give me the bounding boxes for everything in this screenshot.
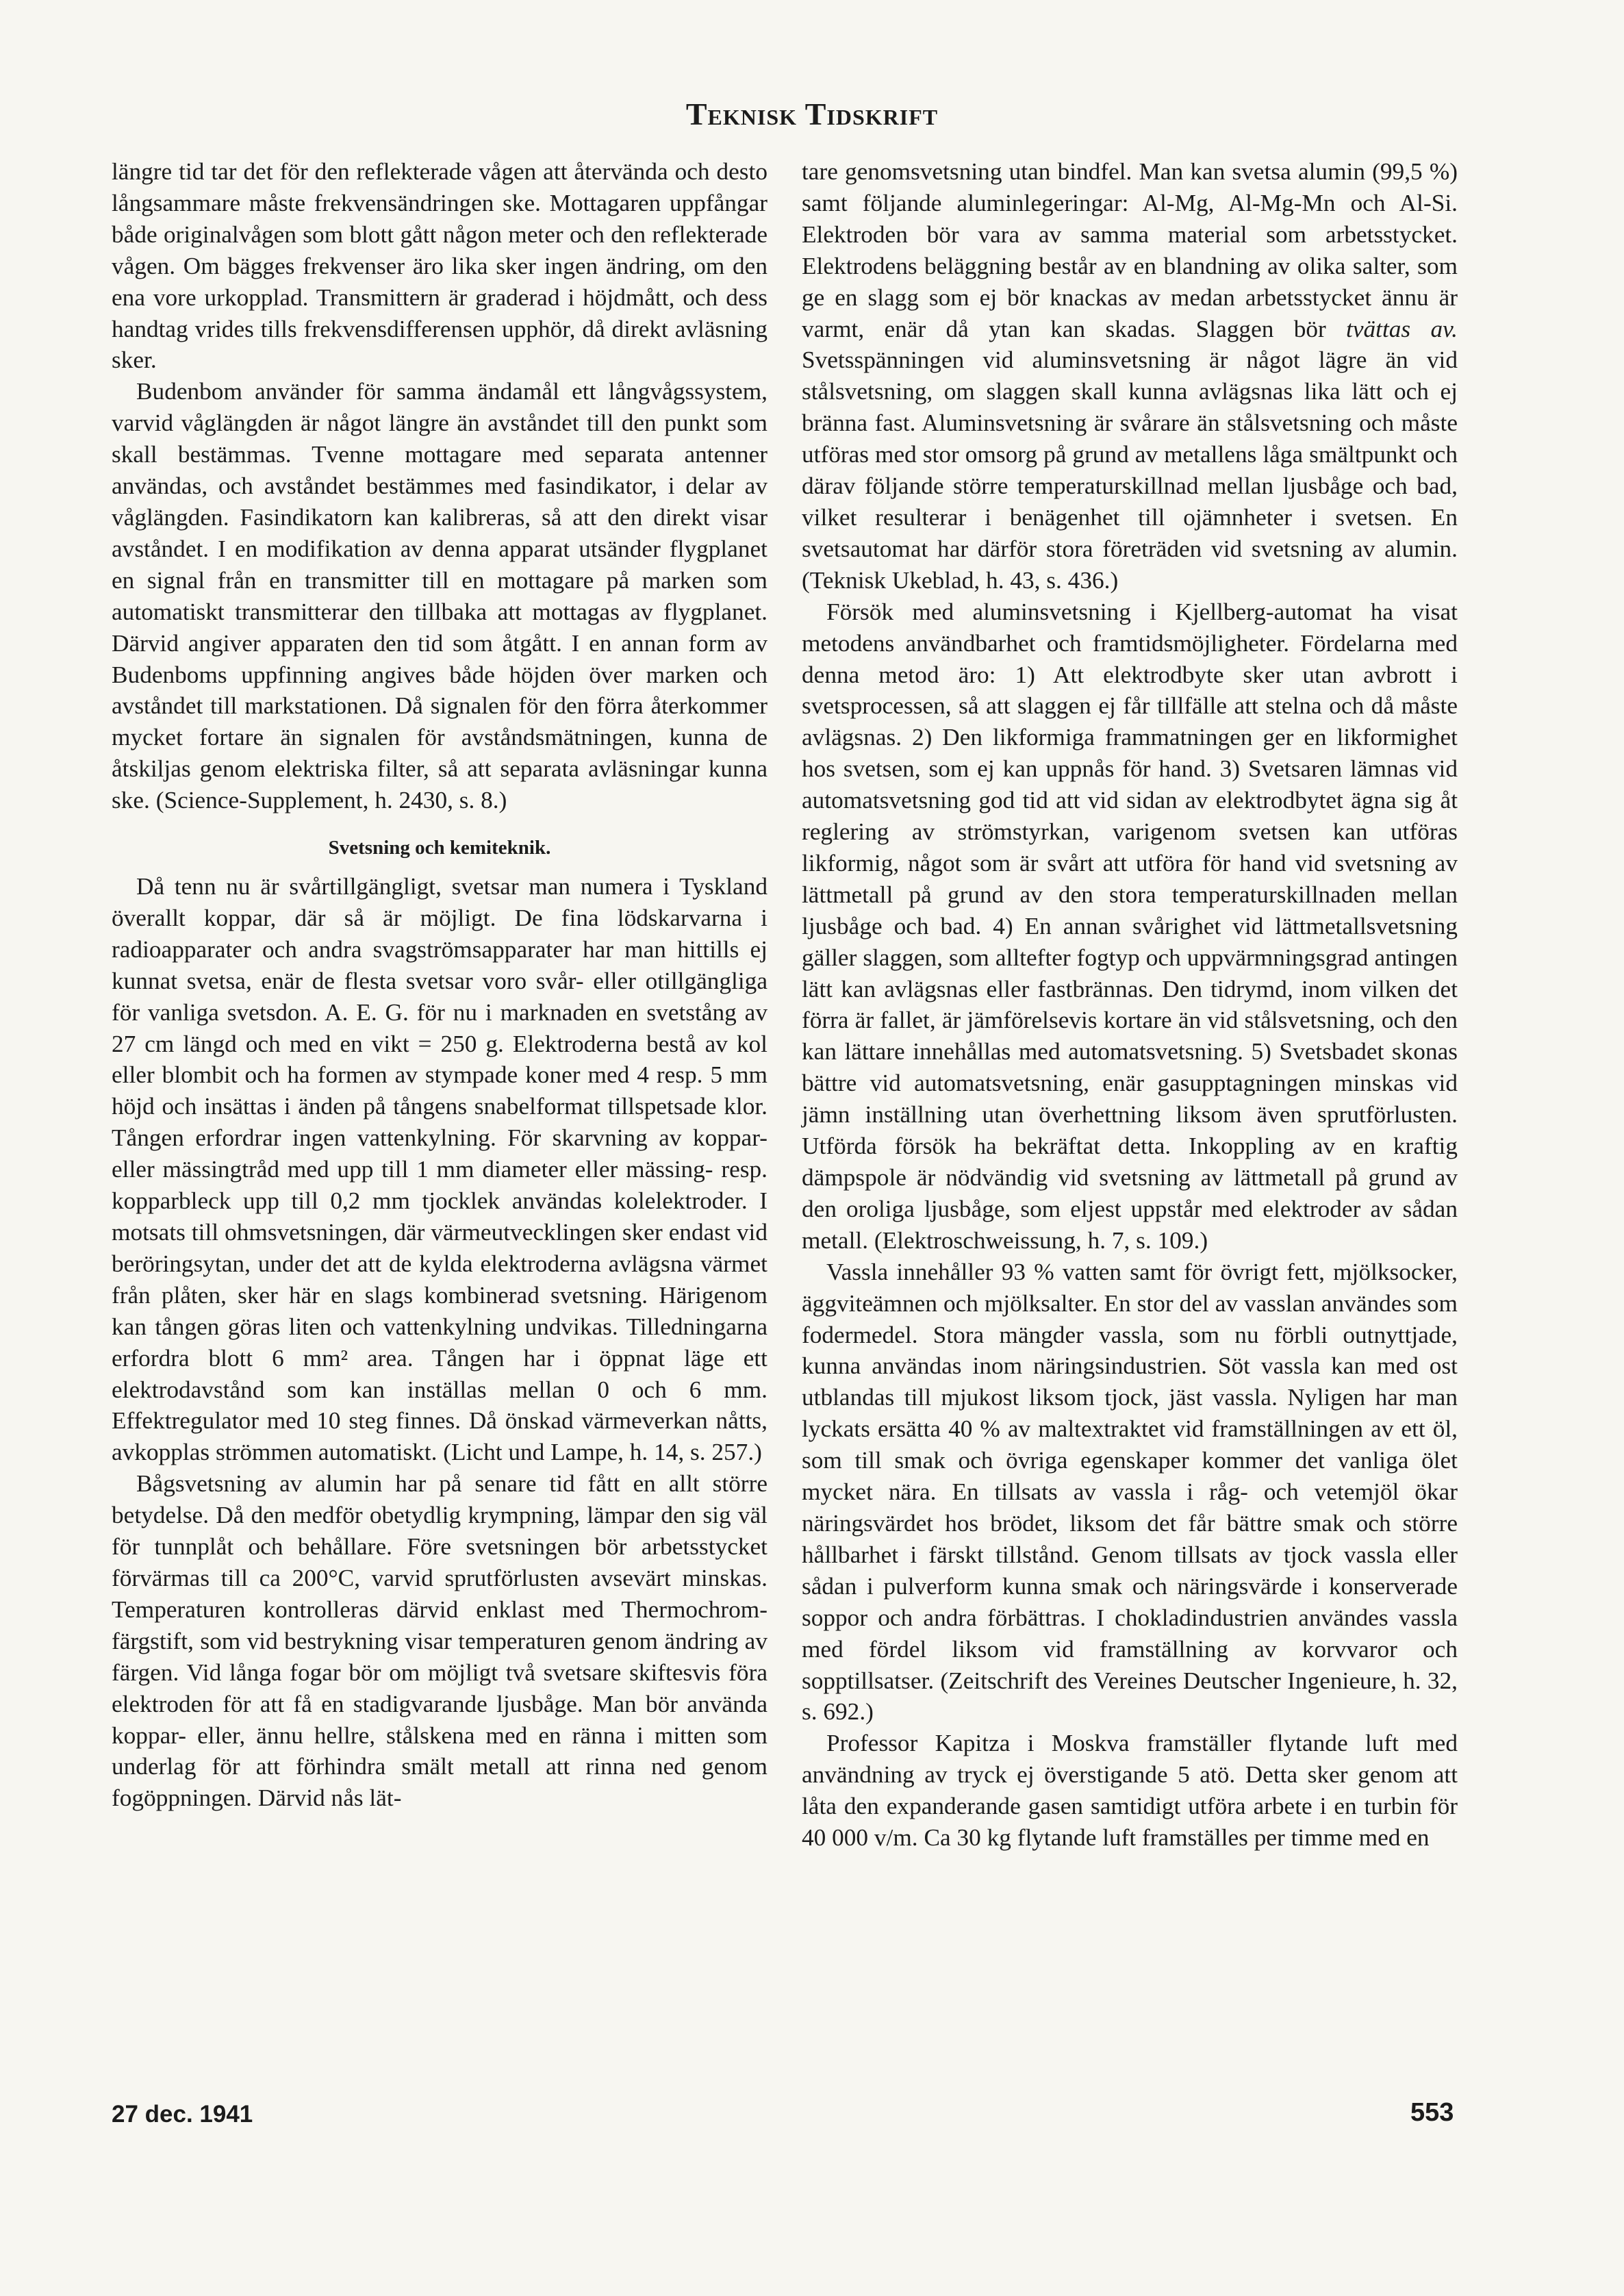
paragraph-kapitza: Professor Kapitza i Moskva framställer flytande luft med användning av tryck ej överstigande 5 atö. Detta sker genom att låta den expanderande gasen samtidigt utföra arbete i en turbin för 40 000 v/m. Ca 30 kg flytande luft framställes per timme med en bbox=[802, 1730, 1458, 1852]
issue-date: 27 dec. 1941 bbox=[112, 2101, 253, 2128]
paragraph-copper-welding: Då tenn nu är svårtillgängligt, svetsar man numera i Tyskland överallt koppar, där så är möjligt. De fina lödskarvarna i radioapparater och andra svagströmsapparater har man hittills ej kunnat svetsa, enär de flesta svetsar voro svår- eller otillgängliga för vanliga svetsdon. A. E. G. för nu i marknaden en svetstång av 27 cm längd och med en vikt = 250 g. Elektroderna bestå av kol eller blombit och ha formen av stympade koner med 4 resp. 5 mm höjd och insättas i änden på tångens snabelformat tillspetsade klor. Tången erfordrar ingen vattenkylning. För skarvning av koppar- eller mässingtråd med upp till 1 mm diameter eller mässing- resp. kopparbleck upp till 0,2 mm tjocklek användas kolelektroder. I motsats till ohmsvetsningen, där värmeutvecklingen sker endast vid beröringsytan, under det att de kylda elektroderna avlägsna värmet från plåten, sker här en slags kombinerad svetsning. Härigenom kan tången göras liten och vattenkylning undvikas. Tilledningarna erfordra blott 6 mm² area. Tången har i öppnat läge ett elektrodavstånd som kan inställas mellan 0 och 6 mm. Effektregulator med 10 steg finnes. Då önskad värmeverkan nåtts, avkopplas strömmen automatiskt. (Licht und Lampe, h. 14, s. 257.) bbox=[112, 873, 767, 1466]
text-segment: tare genomsvetsning utan bindfel. Man kan svetsa alumin (99,5 %) samt följande aluminlegeringar: Al-Mg, Al-Mg-Mn och Al-Si. Elektroden bör vara av samma material som arbetsstycket. Elektrodens beläggning består av en blandning av olika salter, som ge en slagg som ej bör knackas av medan arbetsstycket ännu är varmt, enär då ytan kan skadas. Slaggen bör bbox=[802, 158, 1458, 342]
journal-title: Teknisk Tidskrift bbox=[685, 97, 939, 131]
paragraph-whey: Vassla innehåller 93 % vatten samt för övrigt fett, mjölksocker, äggviteämnen och mjölksalter. En stor del av vasslan användes som fodermedel. Stora mängder vassla, som nu förbli outnyttjade, kunna användas inom näringsindustrien. Söt vassla kan med ost utblandas till mjukost liksom tjock, jäst vassla. Nyligen har man lyckats ersätta 40 % av maltextraktet vid framställningen av ett öl, som till smak och övriga egenskaper kommer det vanliga ölet mycket nära. En tillsats av vassla i råg- och vetemjöl ökar näringsvärdet hos brödet, liksom det får bättre smak och större hållbarhet i färskt tillstånd. Genom tillsats av tjock vassla eller sådan i pulverform kunna smak och näringsvärde i konserverade soppor och andra förbättras. I chokladindustrien användes vassla med fördel liksom vid framställning av korvvaror och sopptillsatser. (Zeitschrift des Vereines Deutscher Ingenieure, h. 32, s. 692.) bbox=[802, 1258, 1458, 1726]
italic-phrase: tvättas av. bbox=[1346, 315, 1458, 342]
text-segment: Svetsspänningen vid aluminsvetsning är något lägre än vid stålsvetsning, om slaggen skall kunna avlägsnas lika lätt och ej bränna fast. Aluminsvetsning är svårare än stålsvetsning och måste utföras med stor omsorg på grund av metallens låga smältpunkt och därav följande större temperaturskillnad mellan ljusbåge och bad, vilket resulterar i benägenhet till ojämnheter i svetsen. En svetsautomat har därför stora företräden vid svetsning av alumin. (Teknisk Ukeblad, h. 43, s. 436.) bbox=[802, 346, 1458, 594]
section-heading: Svetsning och kemiteknik. bbox=[328, 837, 551, 859]
right-column bbox=[802, 156, 1458, 1854]
paragraph-arc-welding-alumin: Bågsvetsning av alumin har på senare tid fått en allt större betydelse. Då den medför obetydlig krympning, lämpar den sig väl för tunnplåt och behållare. Före svetsningen bör arbetsstycket förvärmas till ca 200°C, varvid sprutförlusten avsevärt minskas. Temperaturen kontrolleras därvid enklast med Thermochrom-färgstift, som vid bestrykning visar temperaturen genom ändring av färgen. Vid långa fogar bör om möjligt två svetsare skiftesvis föra elektroden för att få en stadigvarande ljusbåge. Man bör använda koppar- eller, ännu hellre, stålskena med en ränna i mitten som underlag för att förhindra smält metall att rinna ned genom fogöppningen. Därvid nås lät- bbox=[112, 1470, 767, 1812]
left-column bbox=[112, 156, 767, 1814]
paragraph-kjellberg-automat: Försök med aluminsvetsning i Kjellberg-automat ha visat metodens användbarhet och framtidsmöjligheter. Fördelarna med denna metod äro: 1) Att elektrodbyte sker utan avbrott i svetsprocessen, så att slaggen ej får tillfälle att stelna och då måste avlägsnas. 2) Den likformiga frammatningen ger en likformighet hos svetsen, som ej kan uppnås för hand. 3) Svetsaren lämnas vid automatsvetsning god tid att vid sidan av elektrodbytet ägna sig åt reglering av strömstyrkan, varigenom svetsen kan utföras likformig, något som är svårt att utföra för hand vid svetsning av lättmetall på grund av den stora temperaturskillnaden mellan ljusbåge och bad. 4) En annan svårighet vid lättmetallsvetsning gäller slaggen, som alltefter fogtyp och uppvärmningsgrad antingen lätt kan avlägsnas eller fastbrännas. Den tidrymd, inom vilken det förra är fallet, är jämförelsevis kortare än vid stålsvetsning, och den kan lättare innehållas med automatsvetsning. 5) Svetsbadet skonas bättre vid automatsvetsning, enär gasupptagningen minskas vid jämn inställning utan överhettning liksom även sprutförlusten. Utförda försök ha bekräftat detta. Inkoppling av en kraftig dämpspole är nödvändig vid svetsning av lättmetall på grund av den oroliga ljusbåge, som eljest uppstår med elektroder av sådan metall. (Elektroschweissung, h. 7, s. 109.) bbox=[802, 598, 1458, 1254]
paragraph-radar-continued: längre tid tar det för den reflekterade vågen att återvända och desto långsammare måste frekvensändringen ske. Mottagaren uppfångar både originalvågen som blott gått någon meter och den reflekterade vågen. Om bägges frekvenser äro lika sker ingen ändring, om den ena vore urkopplad. Transmittern är graderad i höjdmått, och dess handtag vrides tills frekvensdifferensen upphör, då direkt avläsning sker. bbox=[112, 158, 767, 374]
paragraph-alumin-continued bbox=[802, 156, 1458, 596]
paragraph-budenbom: Budenbom använder för samma ändamål ett långvågssystem, varvid våglängden är något längre än avståndet till den punkt som skall bestämmas. Tvenne mottagare med separata antenner användas, och avståndet bestämmes med fasindikator, i delar av våglängden. Fasindikatorn kan kalibreras, så att den direkt visar avståndet. I en modifikation av denna apparat utsänder flygplanet en signal från en transmitter till en mottagare på marken som automatiskt transmitterar den tillbaka att mottagas av flygplanet. Därvid angiver apparaten den tid som åtgått. I en annan form av Budenboms uppfinning angives både höjden över marken och avståndet till markstationen. Då signalen för den förra återkommer mycket fortare än signalen för avståndsmätningen, kunna de åtskiljas genom elektriska filter, så att separata avläsningar kunna ske. (Science-Supplement, h. 2430, s. 8.) bbox=[112, 378, 767, 814]
page-number: 553 bbox=[1410, 2098, 1454, 2127]
